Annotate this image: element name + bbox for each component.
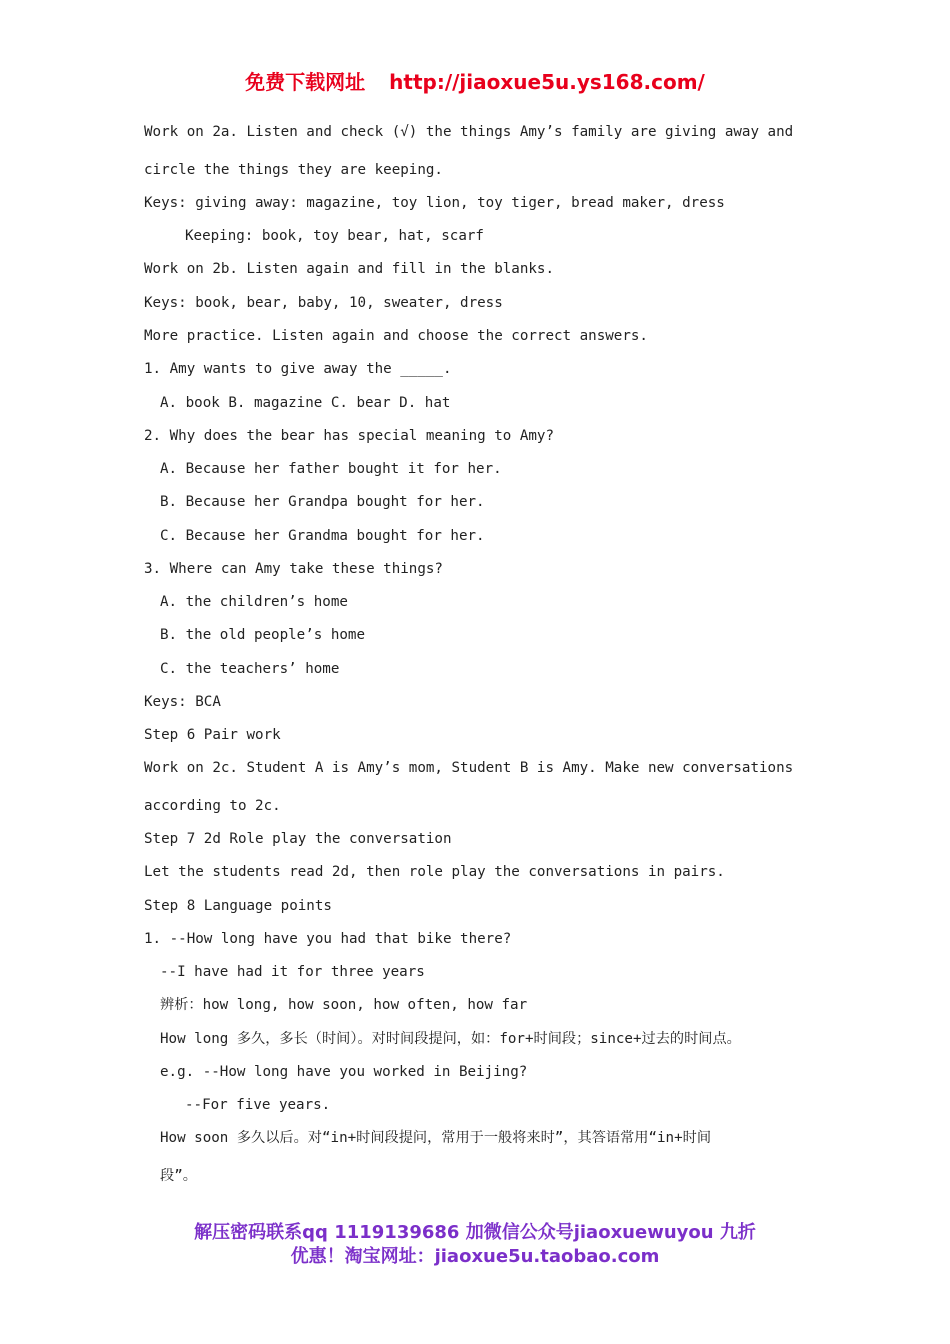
text-line: A. the children’s home	[160, 594, 348, 610]
text-line: Keys: book, bear, baby, 10, sweater, dress	[144, 295, 503, 311]
text-line: 1. --How long have you had that bike there?	[144, 931, 512, 947]
text-line: 段”。	[160, 1168, 197, 1184]
text-line: --I have had it for three years	[160, 964, 425, 980]
text-line: Step 7 2d Role play the conversation	[144, 831, 452, 847]
text-line: 辨析：how long, how soon, how often, how far	[160, 997, 528, 1013]
text-line: More practice. Listen again and choose the correct answers.	[144, 328, 648, 344]
text-line: How long 多久，多长（时间）。对时间段提问，如：for+时间段；since+过去的时间点。	[160, 1031, 741, 1047]
text-line: Step 6 Pair work	[144, 727, 281, 743]
text-line: Keeping: book, toy bear, hat, scarf	[185, 228, 484, 244]
text-line: Step 8 Language points	[144, 898, 332, 914]
text-line: B. Because her Grandpa bought for her.	[160, 494, 485, 510]
text-line: Work on 2b. Listen again and fill in the blanks.	[144, 261, 554, 277]
footer-shop-line[interactable]: 优惠！淘宝网址：jiaoxue5u.taobao.com	[290, 1246, 660, 1267]
text-line: circle the things they are keeping.	[144, 162, 443, 178]
text-line: How soon 多久以后。对“in+时间段提问，常用于一般将来时”，其答语常用“in+时间	[160, 1130, 712, 1146]
text-line: Keys: BCA	[144, 694, 221, 710]
header-label: 免费下载网址	[245, 70, 366, 94]
text-line: 3. Where can Amy take these things?	[144, 561, 443, 577]
text-line: B. the old people’s home	[160, 627, 365, 643]
text-line: A. book B. magazine C. bear D. hat	[160, 395, 451, 411]
text-line: A. Because her father bought it for her.	[160, 461, 502, 477]
text-line: C. the teachers’ home	[160, 661, 340, 677]
text-line: Work on 2a. Listen and check (√) the things Amy’s family are giving away and	[144, 124, 794, 140]
text-line: --For five years.	[185, 1097, 331, 1113]
text-line: Keys: giving away: magazine, toy lion, toy tiger, bread maker, dress	[144, 195, 725, 211]
text-line: 2. Why does the bear has special meaning to Amy?	[144, 428, 554, 444]
text-line: 1. Amy wants to give away the _____.	[144, 361, 452, 377]
text-line: C. Because her Grandma bought for her.	[160, 528, 485, 544]
text-line: according to 2c.	[144, 798, 281, 814]
text-line: e.g. --How long have you worked in Beijing?	[160, 1064, 528, 1080]
text-line: Let the students read 2d, then role play the conversations in pairs.	[144, 864, 725, 880]
header-url-link[interactable]: http://jiaoxue5u.ys168.com/	[389, 70, 705, 94]
text-line: Work on 2c. Student A is Amy’s mom, Student B is Amy. Make new conversations	[144, 760, 794, 776]
footer-contact-line: 解压密码联系qq 1119139686 加微信公众号jiaoxuewuyou 九折	[194, 1222, 756, 1243]
